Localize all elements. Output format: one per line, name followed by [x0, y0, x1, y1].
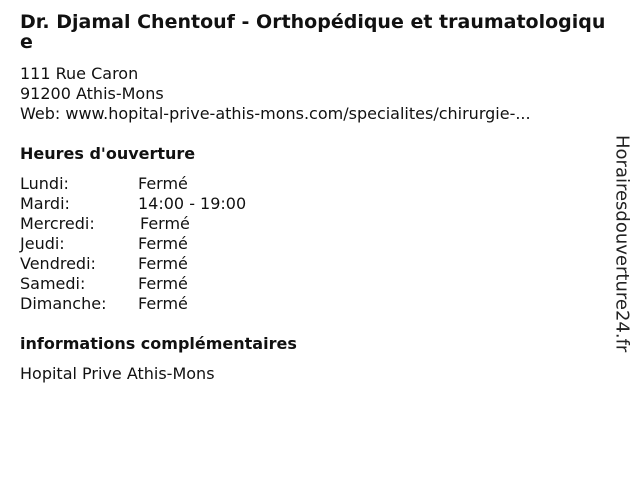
website-link[interactable]: Web: www.hopital-prive-athis-mons.com/specialites/chirurgie-... — [20, 104, 531, 123]
day-label: Lundi: — [20, 174, 69, 193]
address-block — [20, 64, 531, 124]
day-hours: Fermé — [138, 294, 188, 313]
day-hours: Fermé — [138, 174, 188, 193]
site-watermark — [610, 135, 634, 353]
info-heading: informations complémentaires — [20, 334, 297, 353]
day-label: Jeudi: — [20, 234, 65, 253]
day-hours: Fermé — [138, 254, 188, 273]
day-hours: 14:00 - 19:00 — [138, 194, 247, 213]
hours-heading: Heures d'ouverture — [20, 144, 196, 163]
day-label: Vendredi: — [20, 254, 96, 273]
watermark-text: Horairesdouverture24.fr — [611, 135, 633, 353]
info-text: Hopital Prive Athis-Mons — [20, 364, 215, 383]
address-street: 111 Rue Caron — [20, 64, 139, 83]
day-label: Mercredi: — [20, 214, 95, 233]
day-label: Dimanche: — [20, 294, 107, 313]
day-label: Samedi: — [20, 274, 86, 293]
day-label: Mardi: — [20, 194, 70, 213]
day-hours: Fermé — [138, 274, 188, 293]
day-hours: Fermé — [140, 214, 190, 233]
page-title: Dr. Djamal Chentouf - Orthopédique et traumatologique — [20, 11, 606, 53]
address-city: 91200 Athis-Mons — [20, 84, 164, 103]
day-hours: Fermé — [138, 234, 188, 253]
